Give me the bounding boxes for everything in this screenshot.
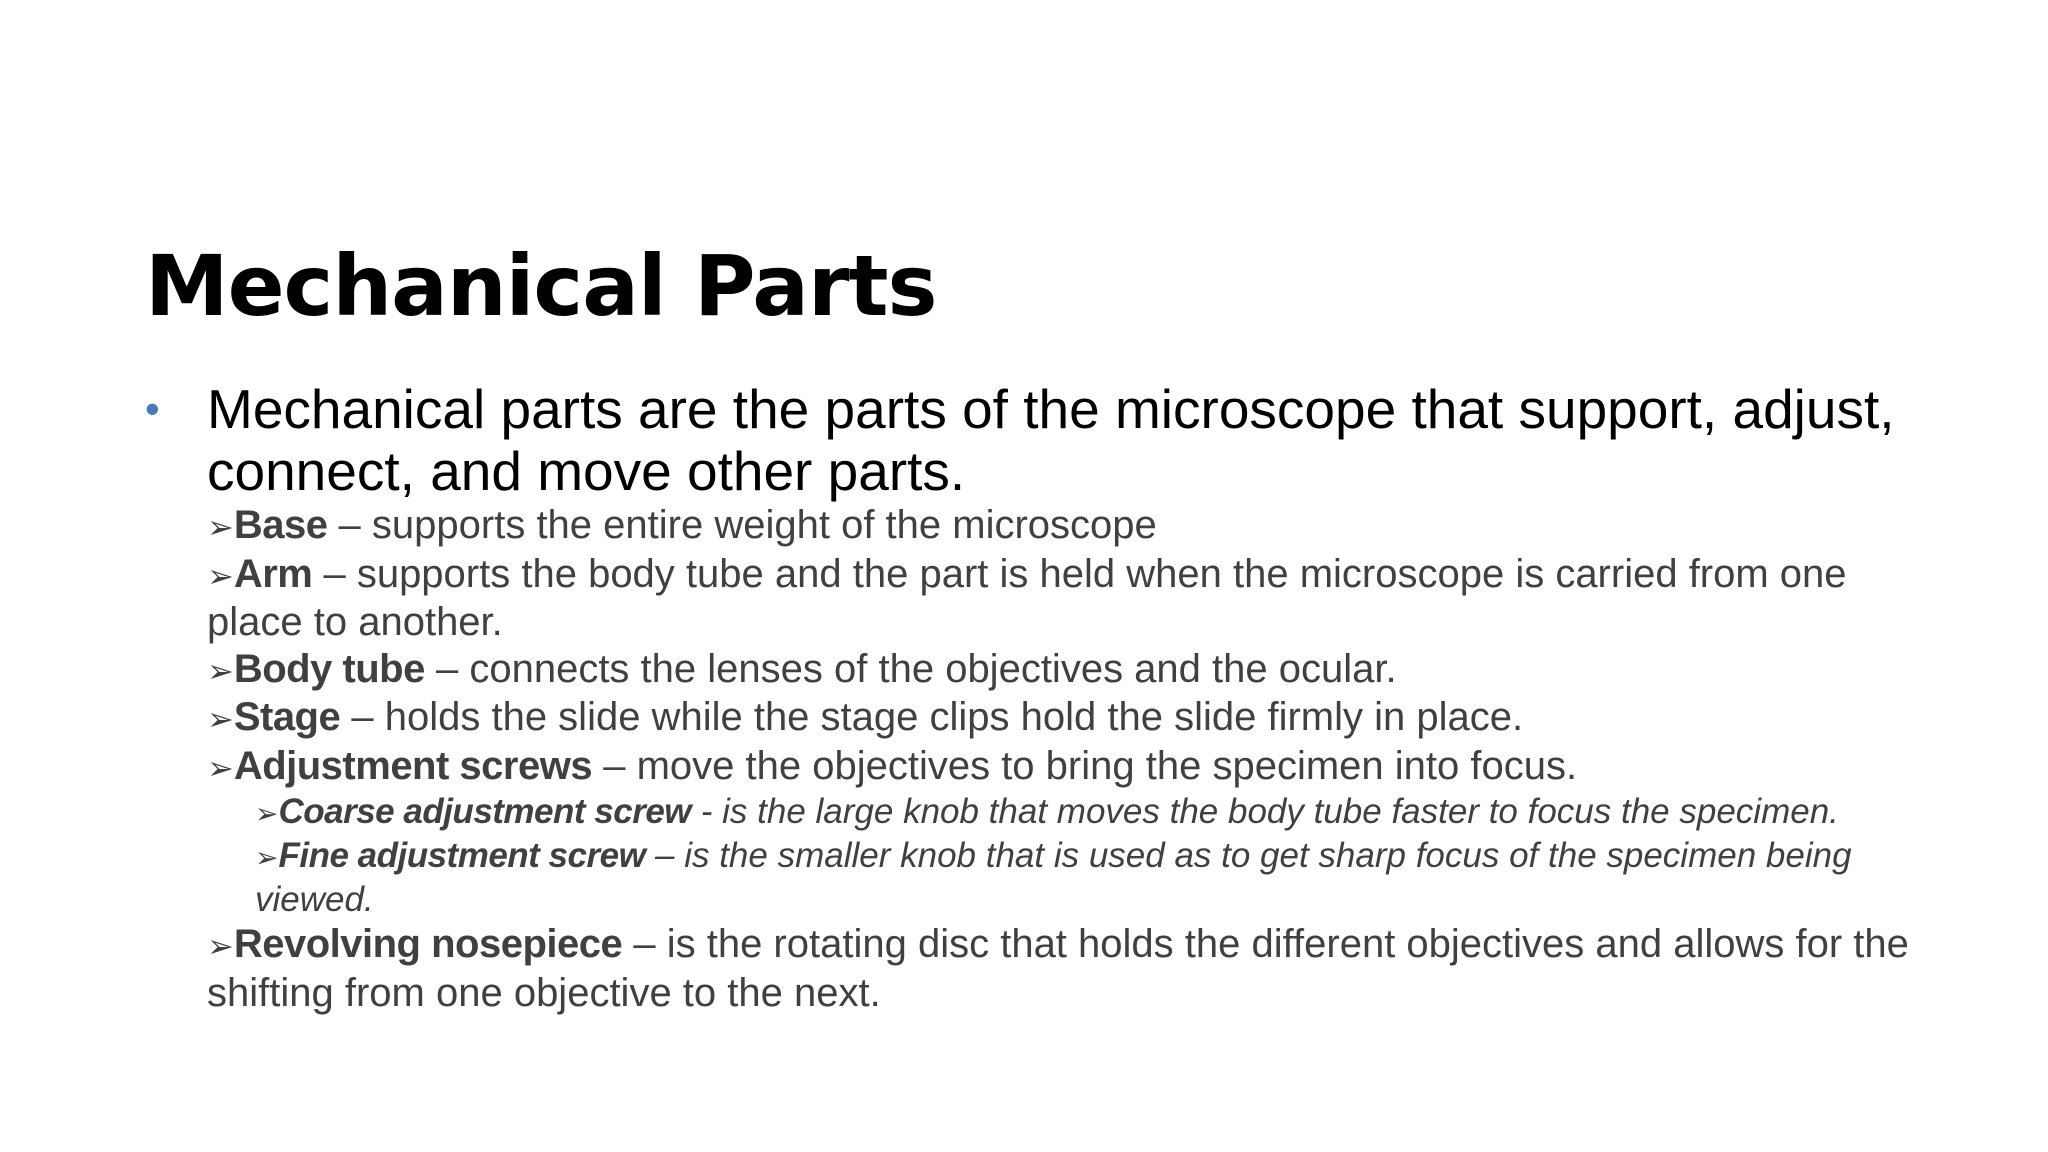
desc-body-tube: – connects the lenses of the objectives and the ocular. <box>424 646 1397 691</box>
arrow-bullet-icon: ➢ <box>207 748 234 787</box>
arrow-bullet-icon: ➢ <box>207 927 234 965</box>
term-revolving-nosepiece: Revolving nosepiece <box>233 922 623 966</box>
bullet-dot-icon: • <box>145 385 160 432</box>
term-base: Base <box>233 503 328 547</box>
term-arm: Arm <box>233 551 313 596</box>
term-coarse-adjustment: Coarse adjustment screw <box>278 792 692 831</box>
term-stage: Stage <box>233 695 341 739</box>
list-item-stage <box>207 694 1927 743</box>
arrow-bullet-icon: ➢ <box>207 651 234 690</box>
list-item-body-tube <box>207 646 1927 695</box>
list-item-base <box>207 502 1927 551</box>
arrow-bullet-icon: ➢ <box>255 841 279 874</box>
list-item-fine-adjustment <box>207 835 1927 921</box>
arrow-bullet-icon: ➢ <box>207 700 234 738</box>
desc-base: – supports the entire weight of the microscope <box>327 503 1157 547</box>
sub-bullet-list <box>207 502 1927 1016</box>
term-body-tube: Body tube <box>233 646 425 691</box>
arrow-bullet-icon: ➢ <box>255 797 279 830</box>
slide-title: Mechanical Parts <box>145 237 937 335</box>
term-fine-adjustment: Fine adjustment screw <box>278 836 646 875</box>
desc-revolving-nosepiece: – is the rotating disc that holds the different objectives and allows for the shifting from one objective to the next. <box>207 922 1909 1015</box>
desc-fine-adjustment: – is the smaller knob that is used as to get sharp focus of the specimen being viewed. <box>255 836 1852 919</box>
list-item-coarse-adjustment <box>207 791 1927 835</box>
term-adjustment-screws: Adjustment screws <box>233 743 593 788</box>
arrow-bullet-icon: ➢ <box>207 556 234 595</box>
desc-stage: – holds the slide while the stage clips hold the slide firmly in place. <box>340 695 1524 739</box>
list-item-revolving-nosepiece <box>207 921 1927 1016</box>
list-item-arm <box>207 551 1927 646</box>
list-item-adjustment-screws <box>207 743 1927 792</box>
main-bullet <box>145 378 1905 502</box>
desc-coarse-adjustment: - is the large knob that moves the body tube faster to focus the specimen. <box>691 792 1839 831</box>
desc-adjustment-screws: – move the objectives to bring the specimen into focus. <box>592 743 1578 788</box>
desc-arm: – supports the body tube and the part is held when the microscope is carried from one place to another. <box>207 551 1847 644</box>
main-bullet-text: Mechanical parts are the parts of the microscope that support, adjust, connect, and move other parts. <box>207 378 1895 502</box>
arrow-bullet-icon: ➢ <box>207 508 234 546</box>
